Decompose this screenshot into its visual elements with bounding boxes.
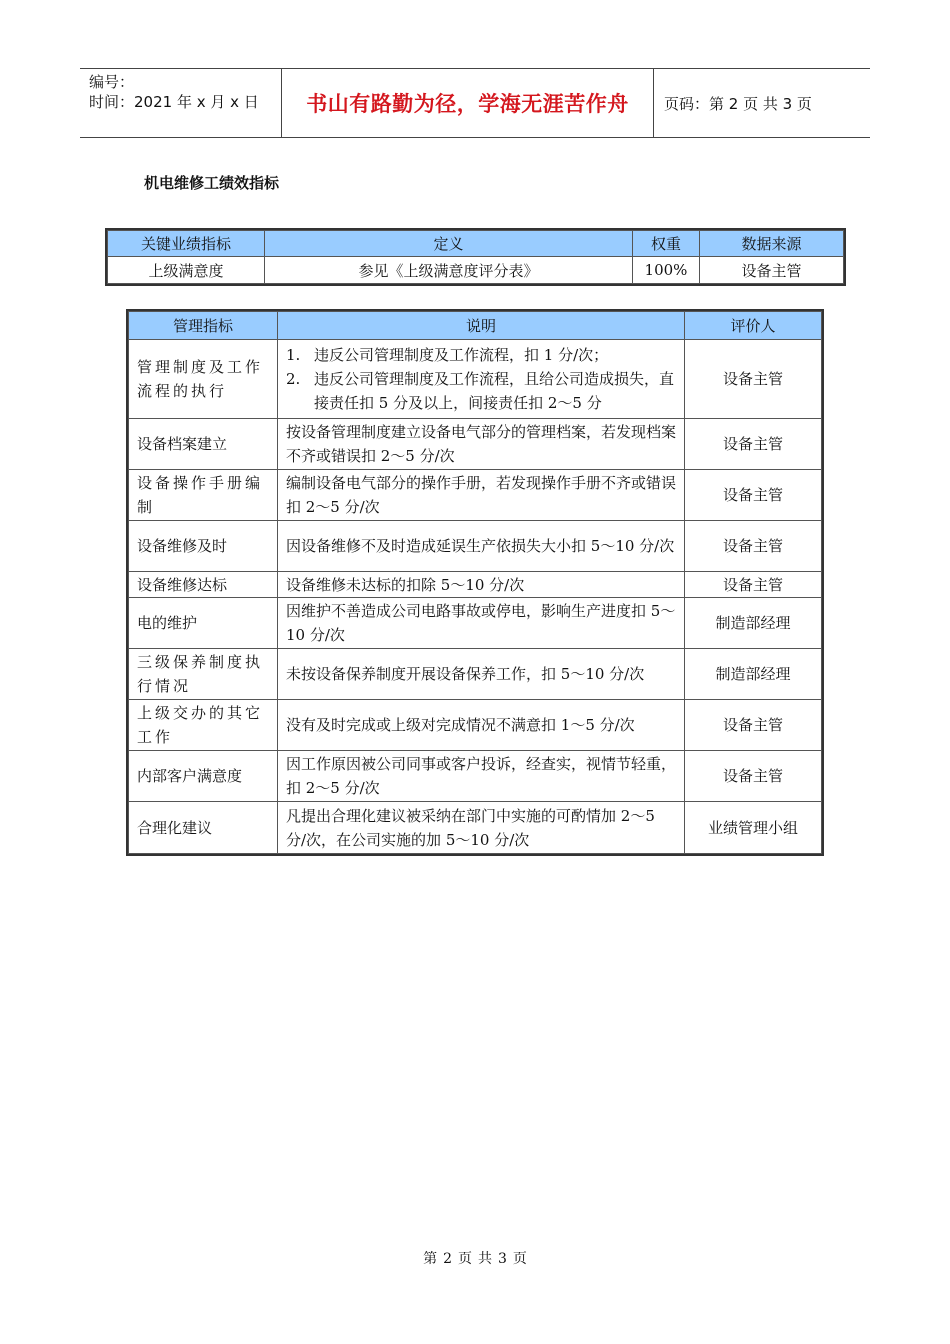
kpi-table (107, 230, 844, 284)
mgmt-header-evaluator: 评价人 (685, 312, 822, 340)
kpi-header-indicator: 关键业绩指标 (108, 231, 265, 257)
list-number: 2. (286, 370, 301, 388)
table-row (129, 419, 822, 470)
footer-part: 3 (498, 1251, 507, 1267)
mgmt-evaluator: 制造部经理 (685, 598, 822, 649)
header-page-label: 页码：第 2 页 共 3 页 (664, 94, 812, 113)
list-text: 违反公司管理制度及工作流程，且给公司造成损失，直接责任扣 5 分及以上，间接责任扣 2～5 分 (314, 370, 675, 412)
header-motto: 书山有路勤为径，学海无涯苦作舟 (281, 69, 654, 137)
page-footer (0, 1248, 950, 1268)
kpi-header-definition: 定义 (265, 231, 633, 257)
list-number: 1. (286, 346, 301, 364)
table-row (129, 649, 822, 700)
kpi-header-source: 数据来源 (700, 231, 844, 257)
kpi-definition: 参见《上级满意度评分表》 (265, 257, 633, 284)
kpi-source: 设备主管 (700, 257, 844, 284)
mgmt-indicator: 内部客户满意度 (129, 751, 278, 802)
mgmt-description: 未按设备保养制度开展设备保养工作，扣 5～10 分/次 (278, 649, 685, 700)
list-text: 违反公司管理制度及工作流程，扣 1 分/次； (314, 346, 609, 364)
table-row (129, 521, 822, 572)
mgmt-description (278, 340, 685, 419)
list-item (286, 367, 676, 415)
mgmt-header-indicator: 管理指标 (129, 312, 278, 340)
mgmt-evaluator: 设备主管 (685, 572, 822, 598)
mgmt-indicator: 上级交办的其它工作 (129, 700, 278, 751)
table-row (129, 470, 822, 521)
mgmt-description: 因工作原因被公司同事或客户投诉，经查实，视情节轻重，扣 2～5 分/次 (278, 751, 685, 802)
list-item (286, 343, 676, 367)
mgmt-description: 按设备管理制度建立设备电气部分的管理档案，若发现档案不齐或错误扣 2～5 分/次 (278, 419, 685, 470)
mgmt-header-description: 说明 (278, 312, 685, 340)
mgmt-indicator: 三级保养制度执行情况 (129, 649, 278, 700)
mgmt-evaluator: 设备主管 (685, 751, 822, 802)
mgmt-header-row (129, 312, 822, 340)
footer-part: 2 (443, 1251, 452, 1267)
kpi-weight: 100% (633, 257, 700, 284)
mgmt-evaluator: 设备主管 (685, 521, 822, 572)
mgmt-indicator: 设备档案建立 (129, 419, 278, 470)
header-meta (80, 69, 281, 137)
kpi-header-weight: 权重 (633, 231, 700, 257)
table-row (108, 257, 844, 284)
description-list (286, 343, 676, 415)
table-row (129, 751, 822, 802)
footer-part: 共 (478, 1251, 492, 1267)
mgmt-indicator: 设备维修及时 (129, 521, 278, 572)
mgmt-description: 凡提出合理化建议被采纳在部门中实施的可酌情加 2～5 分/次，在公司实施的加 5～10 分/次 (278, 802, 685, 854)
mgmt-indicator: 电的维护 (129, 598, 278, 649)
management-table (128, 311, 822, 854)
page-header (80, 68, 870, 138)
mgmt-indicator: 合理化建议 (129, 802, 278, 854)
mgmt-evaluator: 设备主管 (685, 419, 822, 470)
mgmt-indicator: 设备维修达标 (129, 572, 278, 598)
footer-part: 页 (458, 1251, 472, 1267)
page-title: 机电维修工绩效指标 (144, 174, 280, 192)
kpi-header-row (108, 231, 844, 257)
mgmt-indicator: 管理制度及工作流程的执行 (129, 340, 278, 419)
table-row (129, 340, 822, 419)
mgmt-evaluator: 制造部经理 (685, 649, 822, 700)
mgmt-evaluator: 设备主管 (685, 470, 822, 521)
mgmt-description: 设备维修未达标的扣除 5～10 分/次 (278, 572, 685, 598)
table-row (129, 572, 822, 598)
kpi-indicator: 上级满意度 (108, 257, 265, 284)
time-label: 时间：2021 年 x 月 x 日 (89, 93, 259, 111)
table-row (129, 802, 822, 854)
footer-part: 第 (423, 1251, 438, 1267)
mgmt-indicator: 设备操作手册编制 (129, 470, 278, 521)
table-row (129, 598, 822, 649)
mgmt-description: 没有及时完成或上级对完成情况不满意扣 1～5 分/次 (278, 700, 685, 751)
mgmt-evaluator: 设备主管 (685, 700, 822, 751)
mgmt-description: 编制设备电气部分的操作手册，若发现操作手册不齐或错误扣 2～5 分/次 (278, 470, 685, 521)
mgmt-evaluator: 设备主管 (685, 340, 822, 419)
mgmt-evaluator: 业绩管理小组 (685, 802, 822, 854)
serial-label: 编号： (89, 73, 135, 91)
mgmt-description: 因维护不善造成公司电路事故或停电，影响生产进度扣 5～10 分/次 (278, 598, 685, 649)
footer-part: 页 (512, 1251, 527, 1267)
mgmt-description: 因设备维修不及时造成延误生产依损失大小扣 5～10 分/次 (278, 521, 685, 572)
table-row (129, 700, 822, 751)
